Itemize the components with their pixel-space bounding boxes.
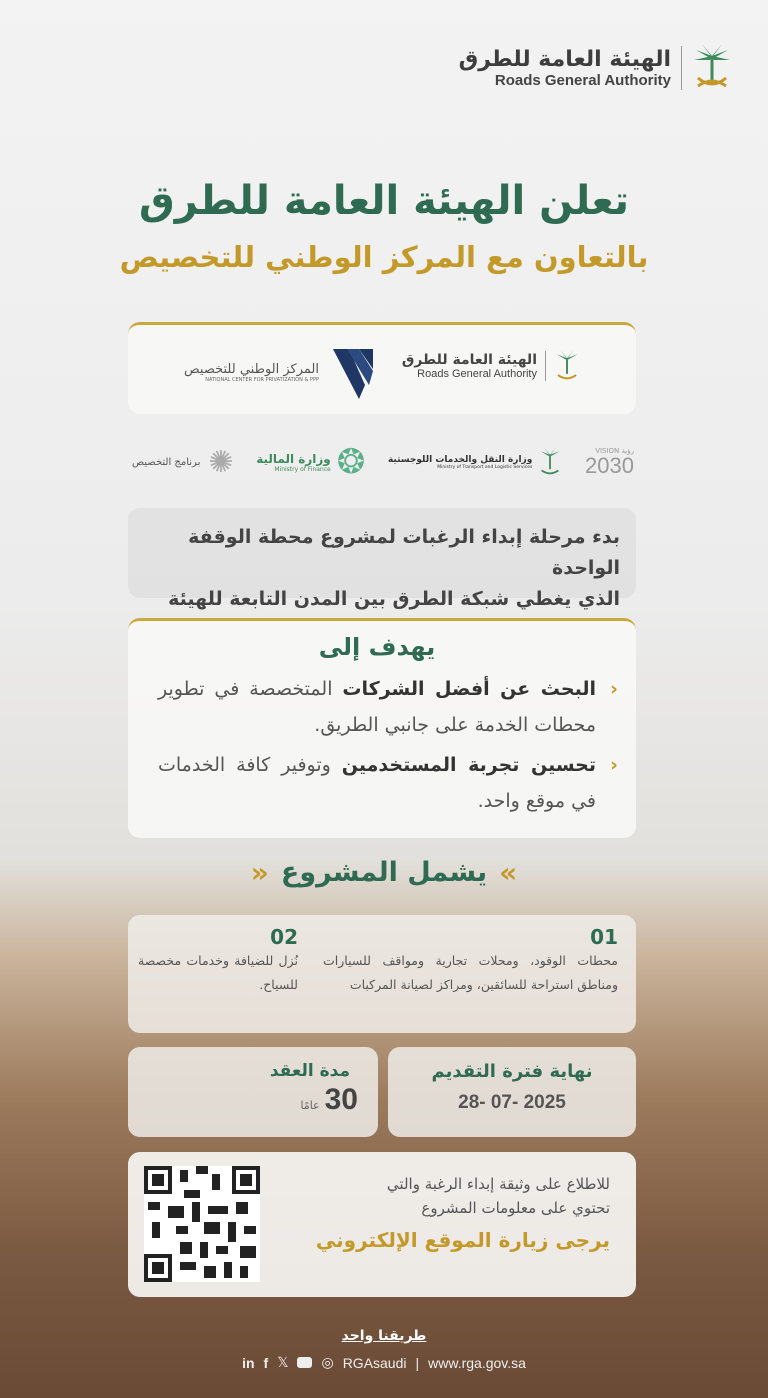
goals-heading: يهدف إلى	[318, 633, 436, 661]
goal-text: المتخصصة في تطوير محطات الخدمة على جانبي الطريق.	[158, 678, 596, 736]
qr-line2: تحتوي على معلومات المشروع	[421, 1199, 610, 1217]
partners-card	[128, 322, 636, 414]
rga-header-logo	[459, 42, 732, 94]
goal-bold: تحسين تجربة المستخدمين	[341, 754, 596, 776]
contract-value: 30	[324, 1083, 358, 1116]
privatization-program-logo	[132, 445, 234, 480]
ncp-partner-en: NATIONAL CENTER FOR PRIVATIZATION & PPP	[205, 376, 319, 383]
chevron-icon: ‹	[610, 678, 618, 700]
footer-social-row	[0, 1354, 768, 1371]
title-line2: بالتعاون مع المركز الوطني للتخصيص	[119, 240, 649, 274]
palm-icon	[554, 349, 580, 383]
scope-text: نُزل للضيافة وخدمات مخصصة للسياح.	[138, 953, 298, 992]
mot-palm-icon	[538, 442, 562, 482]
ncp-partner-logo	[184, 345, 377, 399]
x-icon[interactable]: 𝕏	[277, 1354, 289, 1370]
rga-partner-en: Roads General Authority	[417, 368, 537, 380]
scope-item-1	[323, 925, 618, 997]
goal-text: وتوفير كافة الخدمات في موقع واحد.	[158, 754, 596, 812]
ncp-partner-ar: المركز الوطني للتخصيص	[184, 361, 319, 377]
scope-card	[128, 915, 636, 1033]
goal-bold: البحث عن أفضل الشركات	[342, 678, 596, 700]
announcement-line2: الذي يغطي شبكة الطرق بين المدن التابعة للهيئة	[168, 588, 620, 610]
star-emblem-icon: ✺	[208, 444, 234, 480]
gov-logos-row	[132, 438, 634, 486]
linkedin-icon[interactable]: in	[242, 1354, 255, 1371]
announcement-line1: بدء مرحلة إبداء الرغبات لمشروع محطة الوقفة الواحدة	[188, 526, 620, 579]
vision-label: VISION رؤية	[595, 447, 634, 455]
qr-card	[128, 1152, 636, 1297]
goal-item	[158, 747, 618, 819]
website-link[interactable]: www.rga.gov.sa	[428, 1354, 526, 1371]
contract-unit: عامًا	[300, 1099, 320, 1112]
mof-emblem-icon: ❂	[336, 442, 366, 482]
facebook-icon[interactable]: f	[263, 1354, 269, 1371]
scope-num: 02	[270, 925, 298, 949]
separator: |	[415, 1354, 420, 1371]
mof-ar: وزارة المالية	[256, 451, 331, 466]
scope-item-2	[138, 925, 298, 997]
scope-heading-row	[0, 856, 768, 889]
deadline-label: نهاية فترة التقديم	[431, 1061, 593, 1082]
goal-item	[158, 671, 618, 743]
social-handle: RGAsaudi	[342, 1354, 407, 1371]
ncp-emblem-icon	[329, 345, 377, 399]
instagram-icon[interactable]: ◎	[321, 1354, 334, 1370]
vision-year: 2030	[585, 453, 634, 478]
mof-logo	[256, 442, 365, 482]
qr-code[interactable]	[144, 1166, 260, 1282]
vision-2030-logo	[585, 447, 634, 477]
qr-line1: للاطلاع على وثيقة إبداء الرغبة والتي	[386, 1175, 610, 1193]
contract-label: مدة العقد	[269, 1061, 350, 1081]
logo-english: Roads General Authority	[494, 72, 671, 89]
deadline-value: 28- 07- 2025	[458, 1092, 566, 1113]
youtube-icon[interactable]	[297, 1357, 312, 1368]
mot-ar: وزارة النقل والخدمات اللوجستية	[387, 454, 533, 465]
announcement-card	[128, 508, 636, 610]
slogan: طريقنا واحد	[341, 1328, 427, 1344]
scope-text: محطات الوقود، ومحلات تجارية ومواقف للسيارات ومناطق استراحة للسائقين، ومراكز لصيانة المركبات	[323, 953, 618, 992]
deadline-card	[388, 1047, 636, 1137]
goals-card	[128, 618, 636, 838]
mot-en: Ministry of Transport and Logistic Services	[437, 464, 533, 470]
visit-website-link[interactable]: يرجى زيارة الموقع الإلكتروني	[315, 1228, 610, 1252]
chevron-icon: ‹	[610, 754, 618, 776]
privatization-label: برنامج التخصيص	[132, 456, 201, 468]
scope-heading: يشمل المشروع	[280, 857, 488, 888]
rga-partner-logo	[402, 349, 580, 383]
title-line1: تعلن الهيئة العامة للطرق	[138, 178, 630, 224]
logo-arabic: الهيئة العامة للطرق	[458, 47, 671, 72]
mof-en: Ministry of Finance	[274, 465, 331, 473]
double-chevron-icon: »	[250, 856, 269, 889]
rga-partner-ar: الهيئة العامة للطرق	[401, 352, 537, 368]
contract-card	[128, 1047, 378, 1137]
scope-num: 01	[590, 925, 618, 949]
palm-swords-icon	[692, 42, 732, 94]
double-chevron-icon: «	[499, 856, 518, 889]
qr-text	[316, 1172, 610, 1252]
mot-logo	[388, 442, 562, 482]
